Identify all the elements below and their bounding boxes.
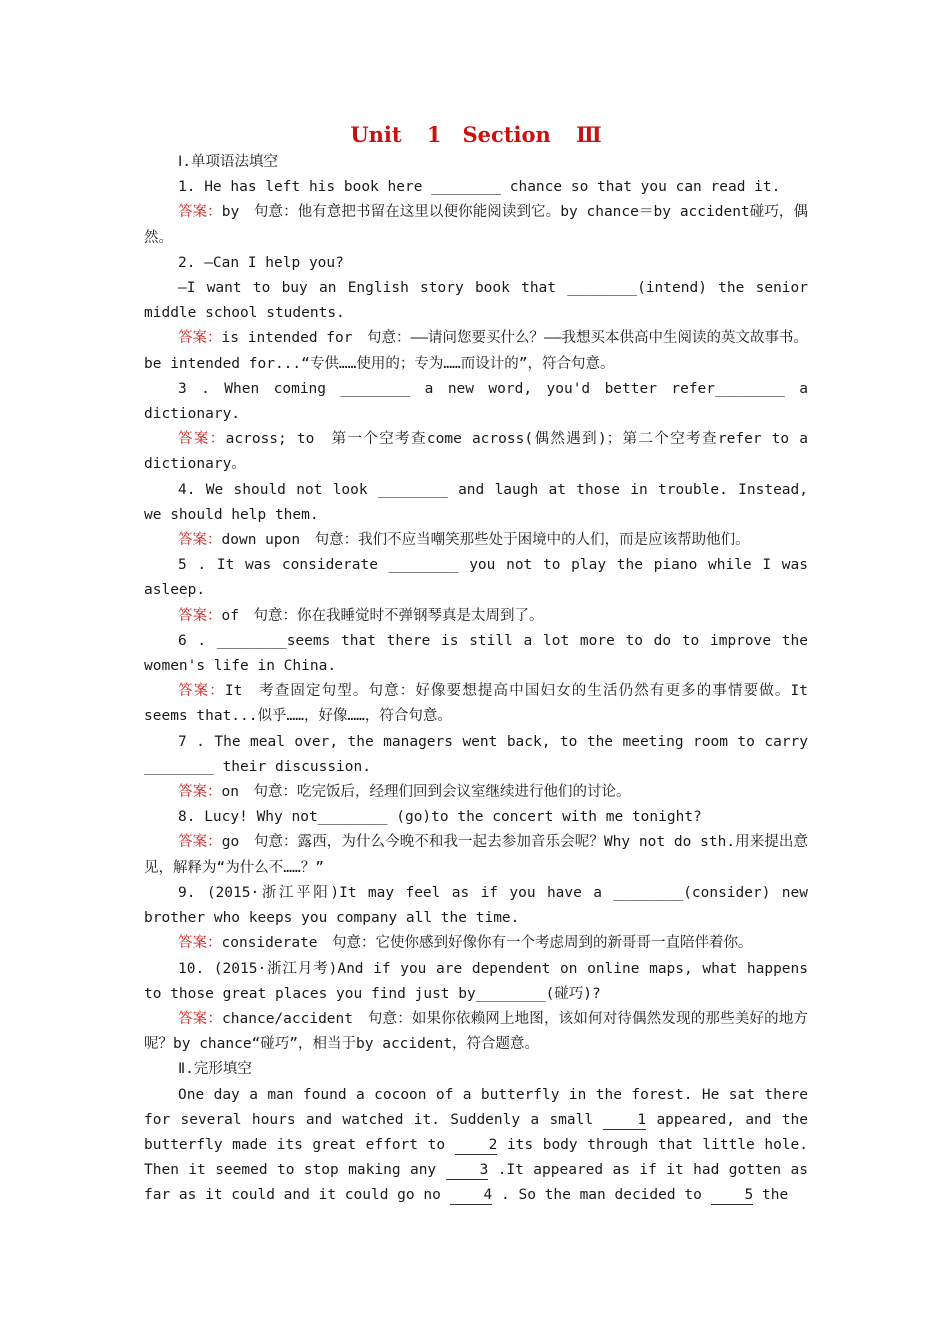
question-5: 5 . It was considerate ________ you not to play the piano while I was asleep. xyxy=(144,557,808,599)
answer-6 xyxy=(144,679,808,729)
question-2: 2. —Can I help you? xyxy=(178,254,344,271)
section-heading-cloze: Ⅱ.完形填空 xyxy=(178,1061,252,1078)
answer-text: across; to 第一个空考查come across(偶然遇到)；第二个空考查refer to a dictionary。 xyxy=(144,431,808,473)
answer-text: It 考查固定句型。句意：好像要想提高中国妇女的生活仍然有更多的事情要做。It seems that...似乎……，好像……，符合句意。 xyxy=(144,683,808,725)
question-8: 8. Lucy! Why not________ (go)to the concert with me tonight? xyxy=(178,809,702,826)
answer-5 xyxy=(144,604,808,629)
answer-label: 答案： xyxy=(178,330,222,347)
question-1: 1. He has left his book here ________ chance so that you can read it. xyxy=(178,179,781,196)
question-4: 4. We should not look ________ and laugh at those in trouble. Instead, we should help them. xyxy=(144,481,808,523)
answer-4 xyxy=(144,528,808,553)
question-7: 7 . The meal over, the managers went back, to the meeting room to carry ________ their discussion. xyxy=(144,733,808,775)
cloze-blank-1: 1 xyxy=(603,1111,646,1130)
answer-8 xyxy=(144,830,808,880)
answer-label: 答案： xyxy=(178,1010,223,1027)
cloze-text: the xyxy=(753,1187,789,1204)
answer-label: 答案： xyxy=(178,204,222,221)
cloze-text: One day a man found a cocoon of a butterfly in the forest. He sat there for several hours and watched it. Suddenly a small xyxy=(144,1086,808,1128)
page-title: Unit 1 Section Ⅲ xyxy=(350,122,602,147)
answer-label: 答案： xyxy=(178,834,222,851)
answer-text: is intended for 句意：——请问您要买什么？——我想买本供高中生阅读的英文故事书。be intended for...“专供……使用的；专为……而设计的”，符合句意。 xyxy=(144,330,808,372)
answer-2 xyxy=(144,326,808,376)
cloze-text: its body through that little hole. Then it seemed to stop making any xyxy=(144,1136,809,1179)
answer-text: down upon 句意：我们不应当嘲笑那些处于困境中的人们，而是应该帮助他们。 xyxy=(221,532,750,549)
cloze-blank-5: 5 xyxy=(711,1186,754,1205)
cloze-blank-4: 4 xyxy=(450,1186,493,1205)
question-10: 10. (2015·浙江月考)And if you are dependent on online maps, what happens to those great places you find just by________(碰巧)? xyxy=(144,960,808,1002)
question-6: 6 . ________seems that there is still a lot more to do to improve the women's life in China. xyxy=(144,632,808,675)
answer-1 xyxy=(144,200,808,250)
answer-9 xyxy=(144,931,808,956)
question-3: 3 . When coming ________ a new word, you'd better refer________ a dictionary. xyxy=(144,380,808,423)
cloze-passage xyxy=(144,1083,808,1209)
answer-label: 答案： xyxy=(178,935,222,952)
answer-label: 答案： xyxy=(178,431,226,448)
document-page xyxy=(144,120,808,1209)
cloze-blank-3: 3 xyxy=(446,1161,489,1180)
answer-label: 答案： xyxy=(178,784,222,801)
answer-3 xyxy=(144,427,808,477)
answer-10 xyxy=(144,1007,808,1057)
cloze-text: . So the man decided to xyxy=(492,1187,711,1204)
cloze-blank-2: 2 xyxy=(455,1136,498,1155)
section-heading-grammar: Ⅰ.单项语法填空 xyxy=(178,154,279,170)
cloze-text: .It appeared as if it had gotten as far as it could and it could go no xyxy=(144,1162,808,1204)
answer-text: chance/accident 句意：如果你依赖网上地图，该如何对待偶然发现的那些美好的地方呢？by chance“碰巧”，相当于by accident，符合题意。 xyxy=(144,1010,809,1053)
answer-text: of 句意：你在我睡觉时不弹钢琴真是太周到了。 xyxy=(221,607,544,624)
answer-text: on 句意：吃完饭后，经理们回到会议室继续进行他们的讨论。 xyxy=(221,784,631,801)
answer-7 xyxy=(144,780,808,805)
answer-label: 答案： xyxy=(178,683,225,700)
answer-label: 答案： xyxy=(178,607,222,624)
question-2-line2: —I want to buy an English story book that ________(intend) the senior middle school students. xyxy=(144,280,808,322)
question-list xyxy=(144,175,808,1057)
answer-text: by 句意：他有意把书留在这里以便你能阅读到它。by chance＝by accident碰巧，偶然。 xyxy=(144,204,808,246)
cloze-text: appeared, and the butterfly made its great effort to xyxy=(144,1111,809,1153)
answer-label: 答案： xyxy=(178,532,222,549)
answer-text: considerate 句意：它使你感到好像你有一个考虑周到的新哥哥一直陪伴着你。 xyxy=(221,935,753,952)
answer-text: go 句意：露西，为什么今晚不和我一起去参加音乐会呢？Why not do sth.用来提出意见，解释为“为什么不……？” xyxy=(144,834,809,876)
question-9: 9. (2015·浙江平阳)It may feel as if you have a ________(consider) new brother who keeps you company all the time. xyxy=(144,884,808,927)
